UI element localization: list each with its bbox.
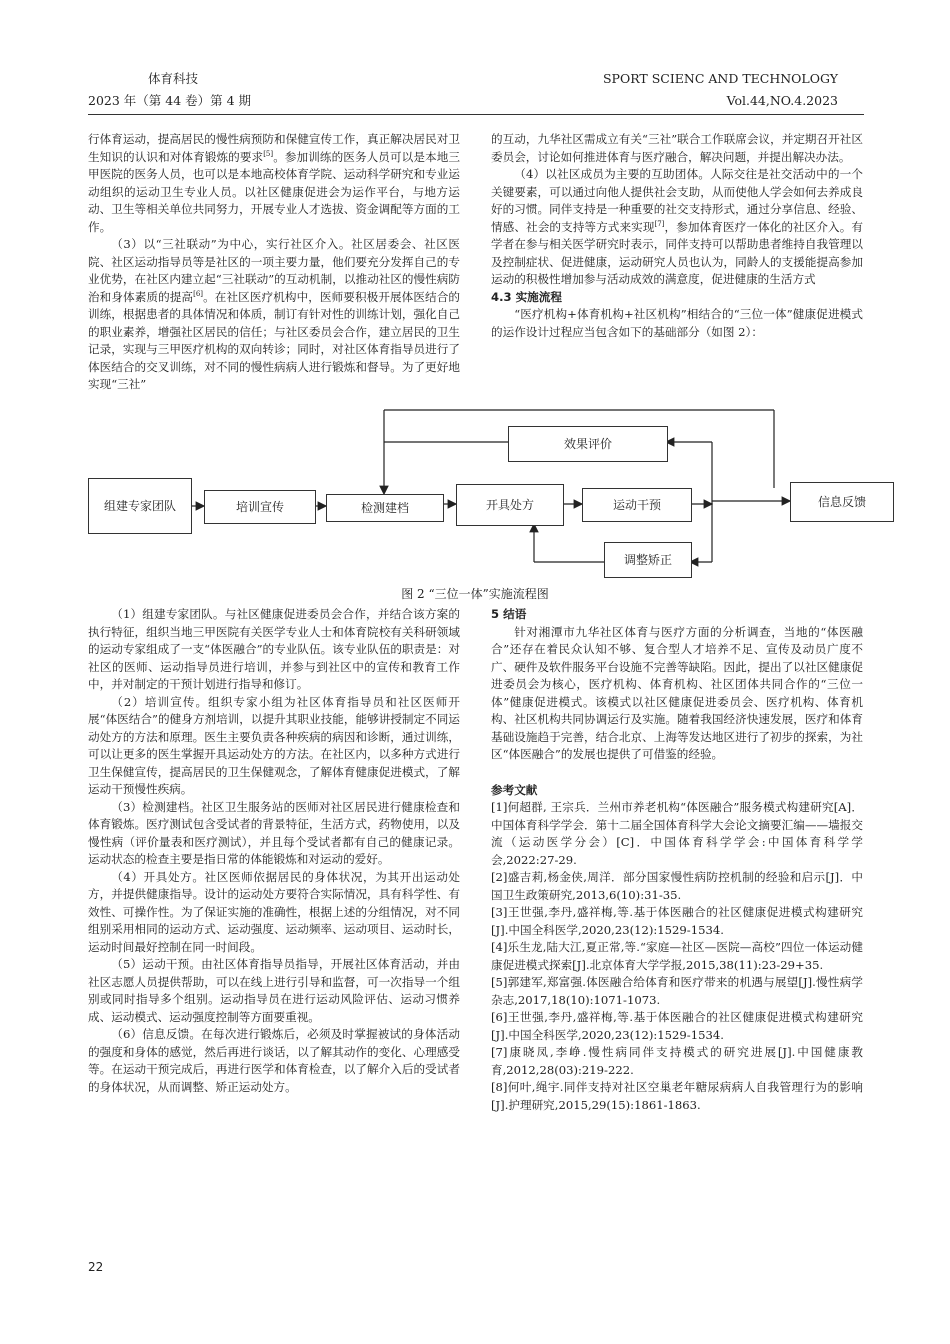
paragraph: （3）以“三社联动”为中心，实行社区介入。社区居委会、社区医院、社区运动指导员等是社区的一项主要力量，他们要充分发挥自己的专业优势，在社区内建立起“三社联动”的互动机制，以推动社区的慢性病防治和身体素质的提高[6]。在社区医疗机构中，医师要积极开展体医结合的训练，根据患者的具体情况和体质，制订有针对性的训练计划，强化自己的职业素养，增强社区居民的信任；与社区委员会合作，建立居民的卫生记录，实现与三甲医疗机构的双向转诊；同时，对社区体育指导员进行了体医结合的交叉训练，对不同的慢性病病人进行锻炼和督导。为了更好地实现“三社” <box>88 237 460 391</box>
node-prescription: 开具处方 <box>456 484 564 526</box>
journal-title-cn: 体育科技 <box>148 71 199 86</box>
references-heading: 参考文献 <box>491 782 538 797</box>
paragraph: 4.3 实施流程 <box>491 289 562 304</box>
citation-mark: [6] <box>193 289 204 298</box>
conclusion-heading: 5 结语 <box>491 607 527 621</box>
references-list <box>491 799 863 1114</box>
reference-item: [5]郭建军,郑富强.体医融合给体育和医疗带来的机遇与展望[J].慢性病学杂志,2017,18(10):1071-1073. <box>491 975 863 1007</box>
citation-mark: [5] <box>263 149 274 158</box>
node-evaluation: 效果评价 <box>508 426 668 462</box>
issue-en: Vol.44,NO.4.2023 <box>726 93 838 108</box>
reference-item: [1]何超群, 王宗兵．兰州市养老机构“体医融合”服务模式构建研究[A]．中国体育科学学会．第十二届全国体育科学大会论文摘要汇编——墙报交流（运动医学分会）[C]．中国体育科学学会:中国体育科学学会,2022:27-29. <box>491 800 863 867</box>
right-column-bottom <box>491 606 863 1114</box>
reference-item: [8]何叶,绳宇.同伴支持对社区空巢老年糖尿病病人自我管理行为的影响[J].护理研究,2015,29(15):1861-1863. <box>491 1080 863 1112</box>
node-feedback: 信息反馈 <box>790 482 894 522</box>
figure-caption: 图 2 “三位一体”实施流程图 <box>401 587 549 601</box>
paragraph: （6）信息反馈。在每次进行锻炼后，必须及时掌握被试的身体活动的强度和身体的感觉，然后再进行谈话，以了解其动作的变化、心理感受等。在运动干预完成后，再进行医学和体育检查，以了解介入后的受试者的身体状况，从而调整、矫正运动处方。 <box>88 1027 460 1094</box>
paragraph: （1）组建专家团队。与社区健康促进委员会合作，并结合该方案的执行特征，组织当地三甲医院有关医学专业人士和体育院校有关科研领域的运动专家组成了一支“体医融合”的专业队伍。该专业队伍的职责是：对社区的医师、运动指导员进行培训，并参与到社区中的宣传和教育工作中，并对制定的干预计划进行指导和修订。 <box>88 607 460 691</box>
reference-item: [2]盛吉莉,杨金侠,周洋．部分国家慢性病防控机制的经验和启示[J]．中国卫生政策研究,2013,6(10):31-35. <box>491 870 863 902</box>
node-training: 培训宣传 <box>204 490 316 524</box>
conclusion-text: 针对湘潭市九华社区体育与医疗方面的分析调查，当地的“体医融合”还存在着民众认知不够、复合型人才培养不足、宣传及动员广度不广、硬件及软件服务平台设施不完善等缺陷。因此，提出了以社区健康促进委员会为核心，医疗机构、体育机构、社区团体共同合作的“三位一体”健康促进模式。该模式以社区健康促进委员会、医疗机构、体育机构、社区机构共同协调运行及实施。随着我国经济快速发展，医疗和体育基础设施趋于完善，结合北京、上海等发达地区进行了初步的探索，为社区“体医融合”的发展也提供了可借鉴的经验。 <box>491 624 863 761</box>
node-expert-team: 组建专家团队 <box>88 478 192 534</box>
page-number: 22 <box>88 1260 104 1274</box>
paragraph: 行体育运动，提高居民的慢性病预防和保健宣传工作，真正解决居民对卫生知识的认识和对体育锻炼的要求[5]。参加训练的医务人员可以是本地三甲医院的医务人员，也可以是本地高校体育学院、运动科学研究和专业运动组织的运动卫生专业人员。以社区健康促进会为运作平台，与地方运动、卫生等相关单位共同努力，开展专业人才选拔、资金调配等方面的工作。 <box>88 132 460 234</box>
reference-item: [4]乐生龙,陆大江,夏正常,等.“家庭—社区—医院—高校”四位一体运动健康促进模式探索[J].北京体育大学学报,2015,38(11):23-29+35. <box>491 940 863 972</box>
reference-item: [6]王世强,李丹,盛祥梅,等.基于体医融合的社区健康促进模式构建研究[J].中国全科医学,2020,23(12):1529-1534. <box>491 1010 863 1042</box>
paragraph: “医疗机构+体育机构+社区机构”相结合的“三位一体”健康促进模式的运作设计过程应当包含如下的基础部分（如图 2）： <box>491 307 863 339</box>
journal-title-en: SPORT SCIENC AND TECHNOLOGY <box>602 71 838 86</box>
node-adjust: 调整矫正 <box>604 542 692 578</box>
paragraph: （4）以社区成员为主要的互助团体。人际交往是社交活动中的一个关键要素，可以通过向他人提供社会支助，从而使他人学会如何去养成良好的习惯。同伴支持是一种重要的社交支持形式，通过分享信息、经验、情感、社会的支持等方式来实现[7]，参加体育医疗一体化的社区介入。有学者在参与相关医学研究时表示，同伴支持可以帮助患者维持自我管理以及控制症状、促进健康，运动研究人员也认为，同龄人的支援能提高参加运动的积极性增加参与活动成效的满意度，促进健康的生活方式 <box>491 167 863 286</box>
left-column-bottom <box>88 606 460 1096</box>
paragraph: （2）培训宣传。组织专家小组为社区体育指导员和社区医师开展“体医结合”的健身方剂培训，以提升其职业技能，能够讲授制定不同运动处方的方法和原理。医生主要负责各种疾病的病因和诊断，通过训练，可以让更多的医生掌握开具运动处方的方法。在社区内，以多种方式进行卫生保健宣传，提高居民的卫生保健观念，了解体育健康促进模式，了解运动干预慢性疾病。 <box>88 694 460 796</box>
paragraph: （3）检测建档。社区卫生服务站的医师对社区居民进行健康检查和体育锻炼。医疗测试包含受试者的背景特征，生活方式，药物使用，以及慢性病（评价量表和医疗测试），并且每个受试者都有自己的健康记录。运动状态的检查主要是指日常的体能锻炼和对运动的爱好。 <box>88 799 460 866</box>
issue-cn: 2023 年（第 44 卷）第 4 期 <box>88 93 252 108</box>
citation-mark: [7] <box>654 219 665 228</box>
node-intervention: 运动干预 <box>582 488 692 522</box>
paragraph: （5）运动干预。由社区体育指导员指导，开展社区体育活动，并由社区志愿人员提供帮助，可以在线上进行引导和监督，可一次指导一个组别或同时指导多个组别。运动指导员在进行运动风险评估、运动习惯养成、运动模式、运动强度控制等方面要重视。 <box>88 957 460 1024</box>
node-testing: 检测建档 <box>326 494 444 522</box>
reference-item: [3]王世强,李丹,盛祥梅,等.基于体医融合的社区健康促进模式构建研究[J].中国全科医学,2020,23(12):1529-1534. <box>491 905 863 937</box>
reference-item: [7]康晓凤,李峥.慢性病同伴支持模式的研究进展[J].中国健康教育,2012,28(03):219-222. <box>491 1045 863 1077</box>
paragraph: （4）开具处方。社区医师依据居民的身体状况，为其开出运动处方，并提供健康指导。设计的运动处方要符合实际情况，具有科学性、有效性、可操作性。为了保证实施的准确性，根据上述的分组情况，对不同组别采用相同的运动方式、运动强度、运动频率、运动项目、运动时长，运动时间最好控制在同一时间段。 <box>88 869 460 954</box>
paragraph: 的互动，九华社区需成立有关“三社”联合工作联席会议，并定期召开社区委员会，讨论如何推进体育与医疗融合，解决问题，并提出解决办法。 <box>491 132 863 164</box>
